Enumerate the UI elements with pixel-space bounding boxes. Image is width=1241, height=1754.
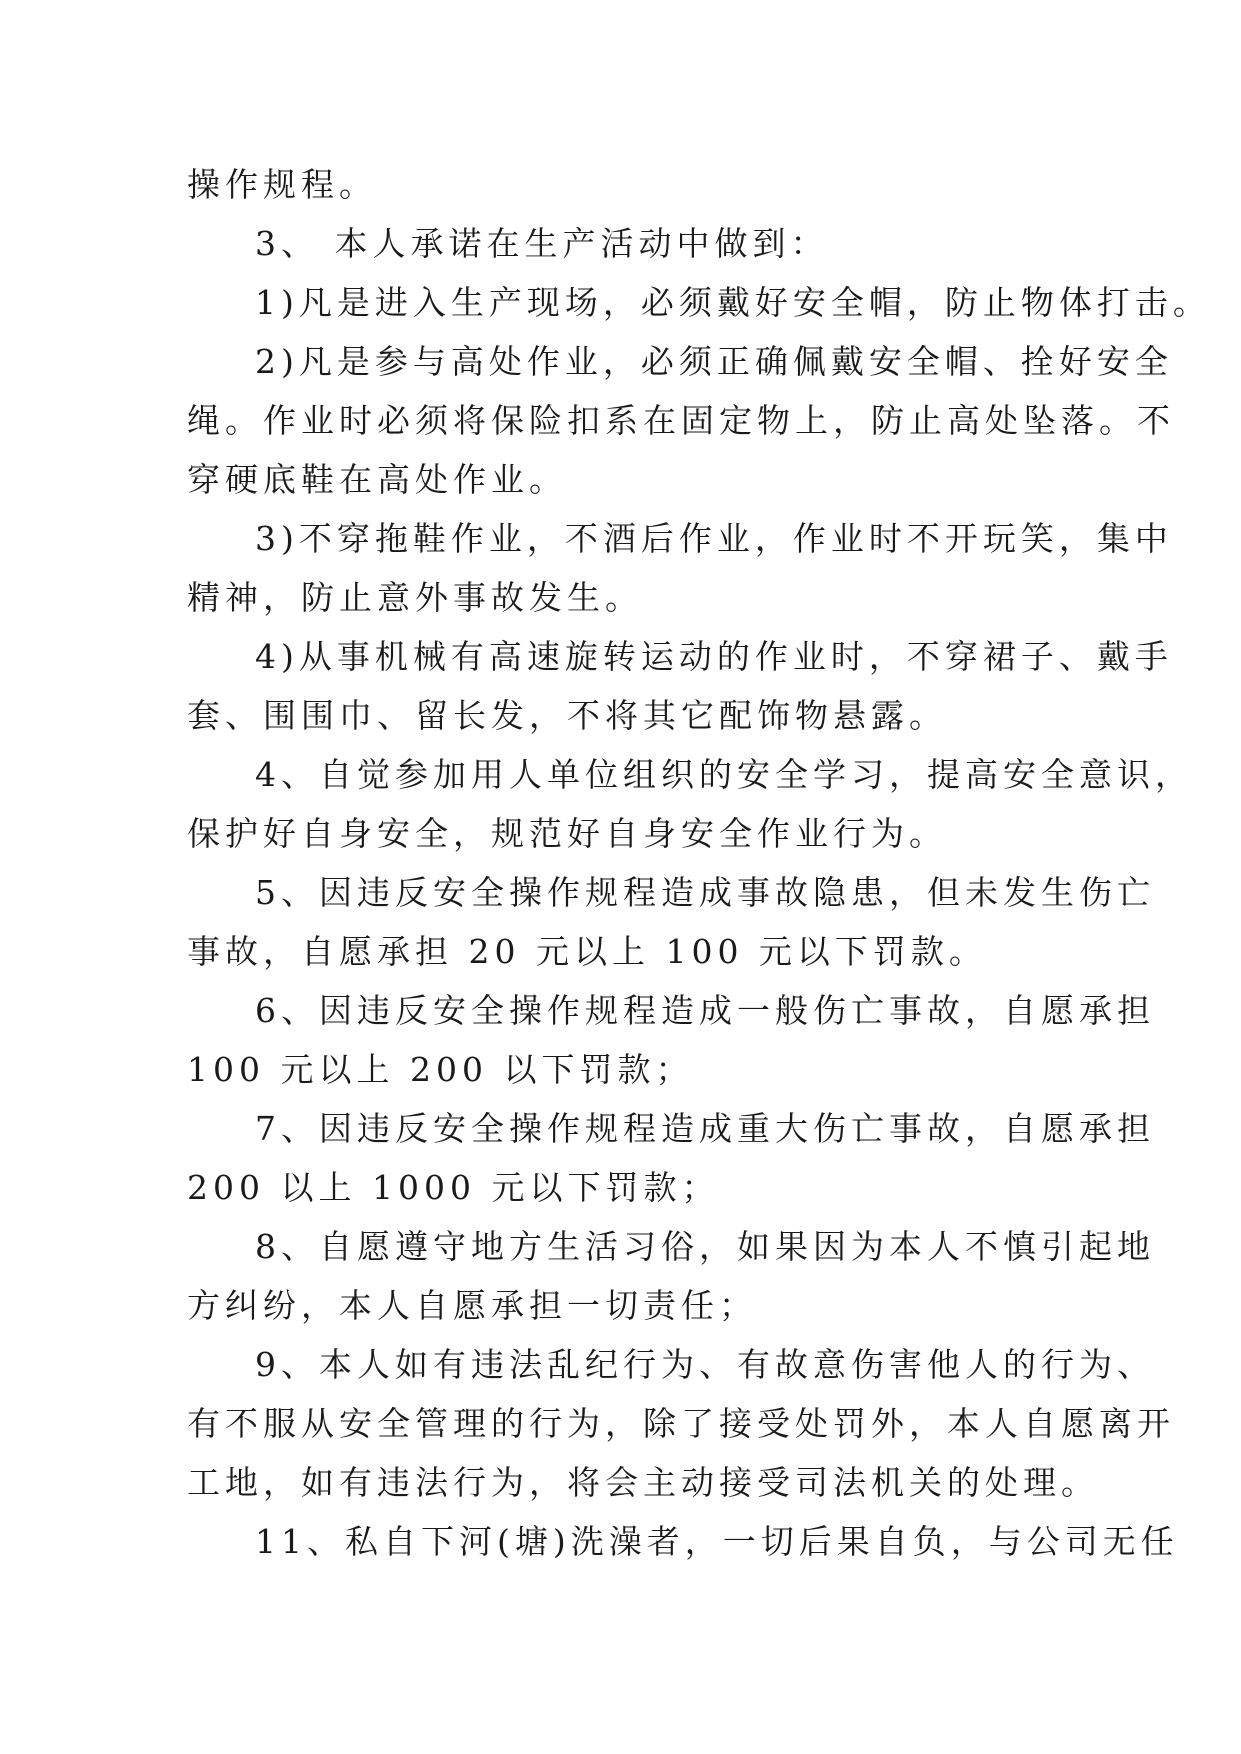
text-line: 精神，防止意外事故发生。 — [187, 578, 643, 617]
text-line: 工地，如有违法行为，将会主动接受司法机关的处理。 — [187, 1463, 1099, 1502]
text-line: 3、 本人承诺在生产活动中做到： — [255, 224, 829, 263]
text-line: 100 元以上 200 以下罚款； — [187, 1050, 694, 1089]
text-line: 操作规程。 — [187, 165, 377, 204]
text-line: 3)不穿拖鞋作业，不酒后作业，作业时不开玩笑，集中 — [255, 519, 1173, 558]
text-line: 方纠纷，本人自愿承担一切责任； — [187, 1286, 757, 1325]
text-line: 事故，自愿承担 20 元以上 100 元以下罚款。 — [187, 932, 987, 971]
text-line: 有不服从安全管理的行为，除了接受处罚外，本人自愿离开 — [187, 1404, 1175, 1443]
text-line: 穿硬底鞋在高处作业。 — [187, 460, 567, 499]
text-line: 1)凡是进入生产现场，必须戴好安全帽，防止物体打击。 — [255, 283, 1211, 322]
text-line: 11、私自下河(塘)洗澡者，一切后果自负，与公司无任 — [255, 1522, 1179, 1561]
text-line: 套、围围巾、留长发，不将其它配饰物悬露。 — [187, 696, 947, 735]
text-line: 7、因违反安全操作规程造成重大伤亡事故，自愿承担 — [255, 1109, 1155, 1148]
text-line: 保护好自身安全，规范好自身安全作业行为。 — [187, 814, 947, 853]
text-line: 4、自觉参加用人单位组织的安全学习，提高安全意识， — [255, 755, 1193, 794]
text-line: 9、本人如有违法乱纪行为、有故意伤害他人的行为、 — [255, 1345, 1155, 1384]
text-line: 6、因违反安全操作规程造成一般伤亡事故，自愿承担 — [255, 991, 1155, 1030]
text-line: 绳。作业时必须将保险扣系在固定物上，防止高处坠落。不 — [187, 401, 1175, 440]
text-line: 5、因违反安全操作规程造成事故隐患，但未发生伤亡 — [255, 873, 1155, 912]
text-line: 2)凡是参与高处作业，必须正确佩戴安全帽、拴好安全 — [255, 342, 1173, 381]
text-line: 200 以上 1000 元以下罚款； — [187, 1168, 720, 1207]
document-body — [187, 155, 1211, 1571]
text-line: 4)从事机械有高速旋转运动的作业时，不穿裙子、戴手 — [255, 637, 1173, 676]
text-line: 8、自愿遵守地方生活习俗，如果因为本人不慎引起地 — [255, 1227, 1155, 1266]
